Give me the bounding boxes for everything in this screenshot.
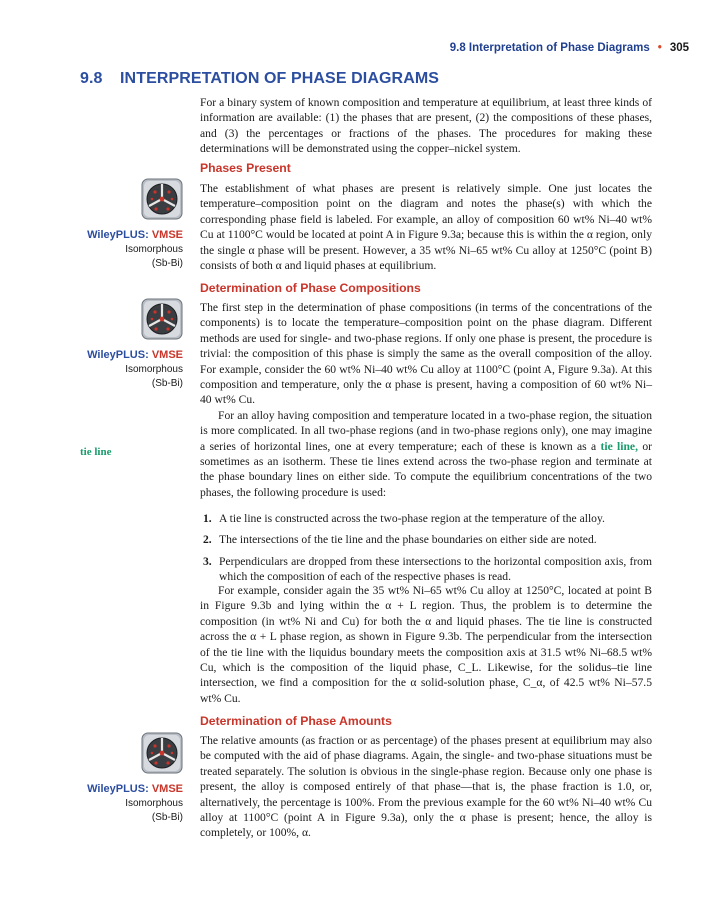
sidebar-line1: Isomorphous [125,798,183,809]
sidebar-line1: Isomorphous [125,364,183,375]
list-item: 1. A tie line is constructed across the two-phase region at the temperature of the alloy. [203,512,605,525]
vmse-sidebar-1[interactable] [58,178,183,278]
sidebar-line2: (Sb-Bi) [151,378,183,389]
procedure-steps [200,511,652,591]
sidebar-line2: (Sb-Bi) [151,258,183,269]
list-item: 3. Perpendiculars are dropped from these intersections to the horizontal composition axis, from which the composition of each of the respective phases is read. [203,554,652,584]
vmse-crystal-icon[interactable] [141,178,183,220]
phases-present-paragraph: The establishment of what phases are present is relatively simple. One just locates the temperature–composition point on the diagram and notes the phase(s) with which the corresponding phase field is labeled. For example, an alloy of composition 60 wt% Ni–40 wt% Cu at 1100°C would be located at point A in Figure 9.3a; because this is within the α region, only the single α phase will be present. However, a 35 wt% Ni–65 wt% Cu alloy at 1250°C (point B) consists of both α and liquid phases at equilibrium. [200,182,652,273]
sidebar-line2: (Sb-Bi) [151,812,183,823]
running-head-title: 9.8 Interpretation of Phase Diagrams [449,42,650,54]
phase-amounts-paragraph: The relative amounts (as fraction or as percentage) of the phases present at equilibrium may also be computed with the aid of phase diagrams. Again, the single- and two-phase situations must be treated separately. The solution is obvious in the single-phase region. Because only one phase is present, the alloy is composed entirely of that phase—that is, the phase fraction is 1.0, or, alternatively, the percentage is 100%. From the previous example for the 60 wt% Ni–40 wt% Cu alloy at 1100°C (point A in Figure 9.3a), only the α phase is present; hence, the alloy is completely, or 100%, α. [200,734,652,840]
page-number: 305 [669,42,689,54]
sidebar-line1: Isomorphous [125,244,183,255]
section-number: 9.8 [80,70,103,87]
wileyplus-label: WileyPLUS: VMSE [87,229,183,241]
bullet-separator: • [657,42,662,54]
vmse-sidebar-3[interactable] [58,732,183,832]
phase-compositions-text [200,300,652,500]
phase-compositions-p1: The first step in the determination of phase compositions (in terms of the concentrations of the components) is to locate the temperature–composition point on the phase diagram. Different methods are used for single- and two-phase regions. If only one phase is present, the procedure is trivial: the composition of this phase is simply the same as the overall composition of the alloy. For example, consider the 60 wt% Ni–40 wt% Cu alloy at 1100°C (point A, Figure 9.3a). At this composition and temperature, only the α phase is present, having a composition of 60 wt% Ni–40 wt% Cu. [200,301,652,407]
vmse-crystal-icon[interactable] [141,298,183,340]
section-heading: INTERPRETATION OF PHASE DIAGRAMS [120,70,440,87]
vmse-sidebar-2[interactable] [58,298,183,398]
list-item: 2. The intersections of the tie line and the phase boundaries on either side are noted. [203,533,597,547]
subhead-phase-compositions: Determination of Phase Compositions [200,281,421,295]
margin-glossary-tie-line: tie line [80,446,112,458]
wileyplus-label: WileyPLUS: VMSE [87,349,183,361]
running-head [450,42,689,54]
example-paragraph: For example, consider again the 35 wt% Ni–65 wt% Cu alloy at 1250°C, located at point B in Figure 9.3b and lying within the α + L region. Thus, the problem is to determine the composition (in wt% Ni and Cu) for both the α and liquid phases. The tie line is constructed across the α + L phase region, as shown in Figure 9.3b. The perpendicular from the intersection of the tie line with the liquidus boundary meets the composition axis at 31.5 wt% Ni–68.5 wt% Cu, which is the composition of the liquid phase, C_L. Likewise, for the solidus–tie line intersection, we find a composition for the α solid-solution phase, C_α, of 42.5 wt% Ni–57.5 wt% Cu. [200,584,652,705]
subhead-phases-present: Phases Present [200,161,291,175]
glossary-term-tie-line[interactable]: tie line, [600,439,638,453]
vmse-crystal-icon[interactable] [141,732,183,774]
subhead-phase-amounts: Determination of Phase Amounts [200,714,392,728]
wileyplus-label: WileyPLUS: VMSE [87,783,183,795]
section-title [80,70,439,88]
intro-paragraph: For a binary system of known composition and temperature at equilibrium, at least three kinds of information are available: (1) the phases that are present, (2) the compositions of these phases, and (3) the percentages or fractions of the phases. The procedures for making these determinations will be demonstrated using the copper–nickel system. [200,96,652,156]
phase-compositions-p2: For an alloy having composition and temperature located in a two-phase region, the situation is more complicated. In all two-phase regions (and in two-phase regions only), one may imagine a series of horizontal lines, one at every temperature; each of these is known as a tie line, or sometimes as an isotherm. These tie lines extend across the two-phase region and terminate at the phase boundary lines on either side. To compute the equilibrium concentrations of the two phases, the following procedure is used: [200,408,652,499]
